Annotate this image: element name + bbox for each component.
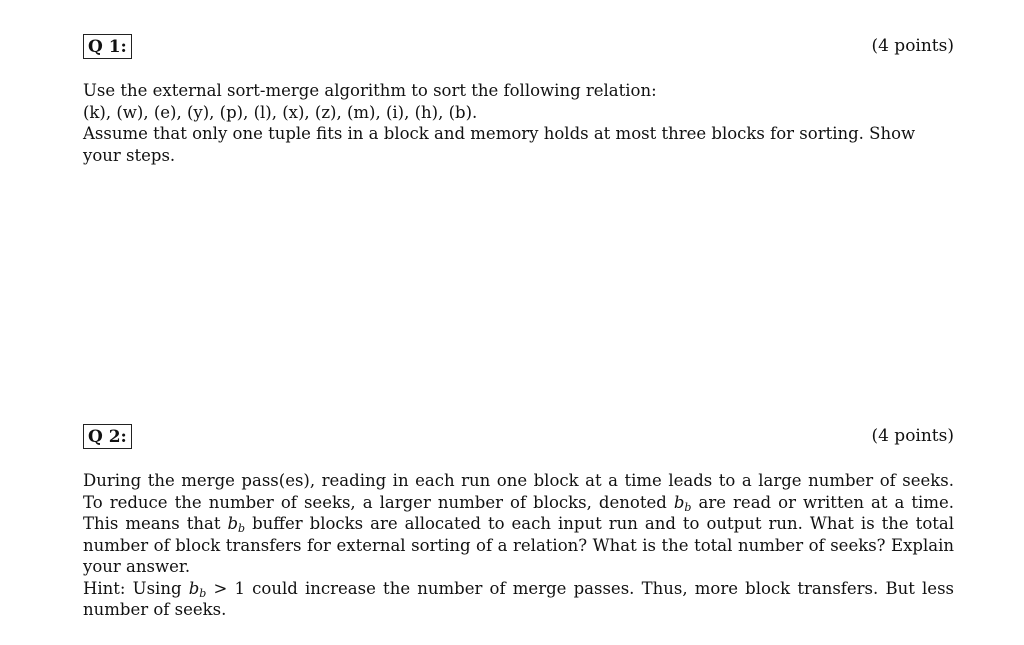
- question-2-paragraph: [83, 470, 954, 578]
- hint-text-part-1: Hint: Using: [83, 578, 189, 598]
- question-1-label: Q 1:: [83, 34, 132, 59]
- question-1-assumption: Assume that only one tuple fits in a block and memory holds at most three blocks for sorting. Show your steps.: [83, 124, 916, 165]
- question-2-hint: [83, 578, 954, 621]
- question-2-text-part-1: During the merge pass(es), reading in each run one block at a time leads to a large number of seeks. To reduce the number of seeks, a larger number of blocks, denoted: [83, 471, 954, 512]
- question-1-header: [83, 34, 954, 62]
- bb-variable: $b_b$: [673, 492, 692, 514]
- question-1: [83, 34, 954, 166]
- bb-variable: $b_b$: [227, 514, 246, 535]
- hint-text-part-2: > 1 could increase the number of merge passes. Thus, more block transfers. But less number of seeks.: [83, 578, 955, 619]
- question-2-body: [83, 470, 954, 621]
- question-2: [83, 424, 954, 621]
- question-1-relation: (k), (w), (e), (y), (p), (l), (x), (z), (m), (i), (h), (b).: [83, 102, 478, 122]
- question-2-label: Q 2:: [83, 424, 132, 449]
- question-1-points: (4 points): [871, 36, 954, 56]
- question-2-points: (4 points): [871, 426, 954, 446]
- bb-variable: $b_b$: [188, 578, 207, 600]
- question-2-text-part-2: are read or written at a time. This means that: [83, 492, 954, 533]
- question-1-body: [83, 80, 954, 166]
- question-2-header: [83, 424, 954, 452]
- question-2-text-part-3: buffer blocks are allocated to each input run and to output run. What is the total number of block transfers for external sorting of a relation? What is the total number of seeks? Explain your answer.: [83, 514, 954, 576]
- question-1-instruction: Use the external sort-merge algorithm to sort the following relation:: [83, 81, 657, 100]
